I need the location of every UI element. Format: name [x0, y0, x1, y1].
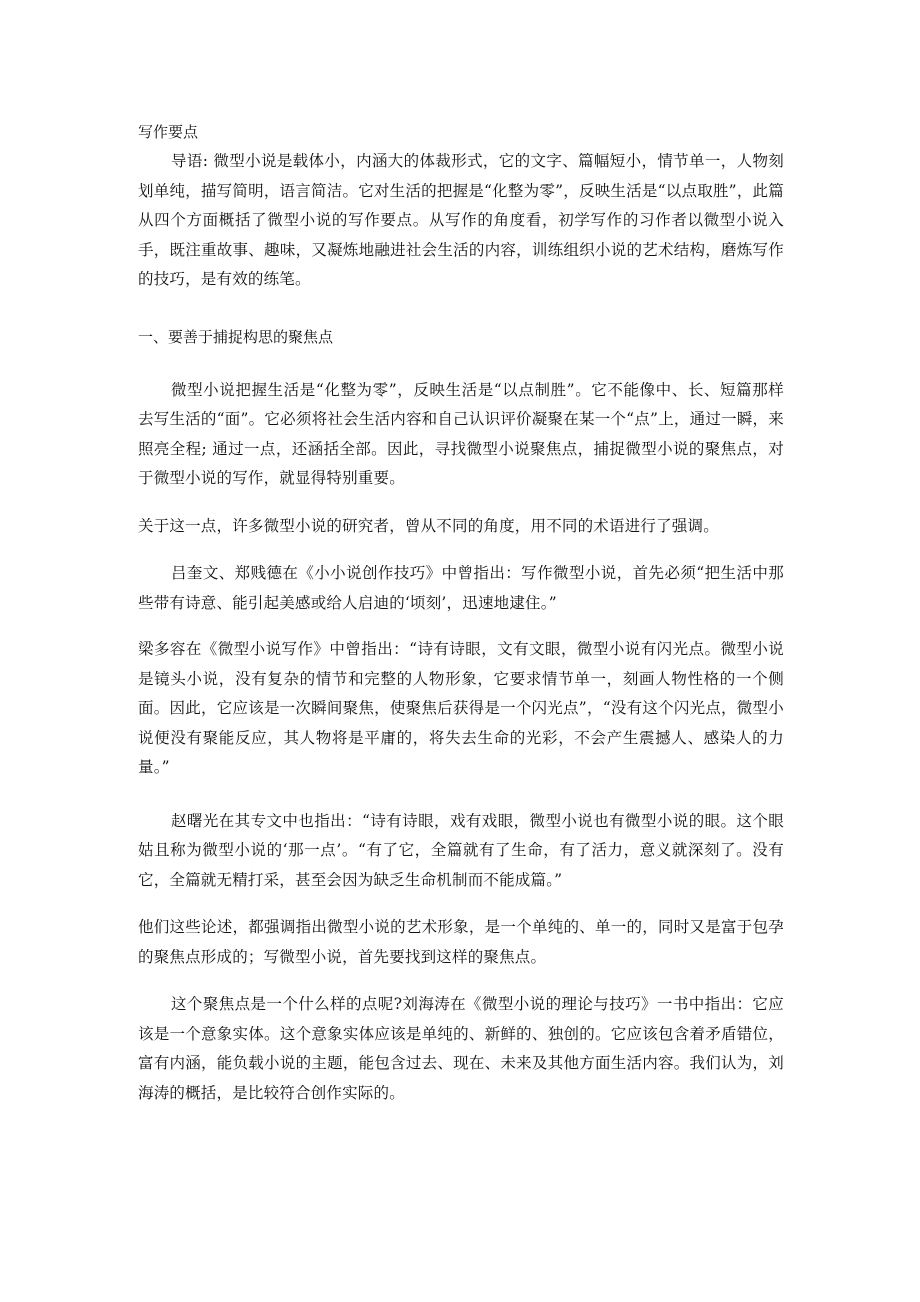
body-paragraph-3: 吕奎文、郑贱德在《小小说创作技巧》中曾指出：写作微型小说，首先必须“把生活中那些带有诗意、能引起美感或给人启迪的‘顷刻’，迅速地逮住。”: [138, 564, 784, 612]
document-title: 写作要点: [138, 123, 199, 141]
body-paragraph-1: 微型小说把握生活是“化整为零”，反映生活是“以点制胜”。它不能像中、长、短篇那样去写生活的“面”。它必须将社会生活内容和自己认识评价凝聚在某一个“点”上，通过一瞬，来照亮全程; 通过一点，还涵括全部。因此，寻找微型小说聚焦点，捕捉微型小说的聚焦点，对于微型小说的写作，就显得特别重要。: [138, 380, 784, 487]
document-page: [138, 118, 784, 1108]
body-paragraph-5: 赵曙光在其专文中也指出：“诗有诗眼，戏有戏眼，微型小说也有微型小说的眼。这个眼姑且称为微型小说的‘那一点’。“有了它，全篇就有了生命，有了活力，意义就深刻了。没有它，全篇就无精打采，甚至会因为缺乏生命机制而不能成篇。”: [138, 811, 784, 889]
intro-paragraph: 导语: 微型小说是载体小，内涵大的体裁形式，它的文字、篇幅短小，情节单一，人物刻划单纯，描写简明，语言简洁。它对生活的把握是“化整为零”，反映生活是“以点取胜”，此篇从四个方面概括了微型小说的写作要点。从写作的角度看，初学写作的习作者以微型小说入手，既注重故事、趣味，又凝炼地融进社会生活的内容，训练组织小说的艺术结构，磨炼写作的技巧，是有效的练笔。: [138, 152, 784, 288]
body-paragraph-4: 梁多容在《微型小说写作》中曾指出：“诗有诗眼，文有文眼，微型小说有闪光点。微型小说是镜头小说，没有复杂的情节和完整的人物形象，它要求情节单一，刻画人物性格的一个侧面。因此，它应该是一次瞬间聚焦，使聚焦后获得是一个闪光点”，“没有这个闪光点，微型小说便没有聚能反应，其人物将是平庸的，将失去生命的光彩，不会产生震撼人、感染人的力量。”: [138, 640, 784, 776]
body-paragraph-2: 关于这一点，许多微型小说的研究者，曾从不同的角度，用不同的术语进行了强调。: [138, 516, 719, 535]
section-heading: 一、要善于捕捉构思的聚焦点: [138, 327, 334, 346]
body-paragraph-6: 他们这些论述，都强调指出微型小说的艺术形象，是一个单纯的、单一的，同时又是富于包孕的聚焦点形成的；写微型小说，首先要找到这样的聚焦点。: [138, 918, 784, 966]
body-paragraph-7: 这个聚焦点是一个什么样的点呢?刘海涛在《微型小说的理论与技巧》一书中指出：它应该是一个意象实体。这个意象实体应该是单纯的、新鲜的、独创的。它应该包含着矛盾错位，富有内涵，能负载小说的主题，能包含过去、现在、未来及其他方面生活内容。我们认为，刘海涛的概括，是比较符合创作实际的。: [138, 995, 784, 1102]
